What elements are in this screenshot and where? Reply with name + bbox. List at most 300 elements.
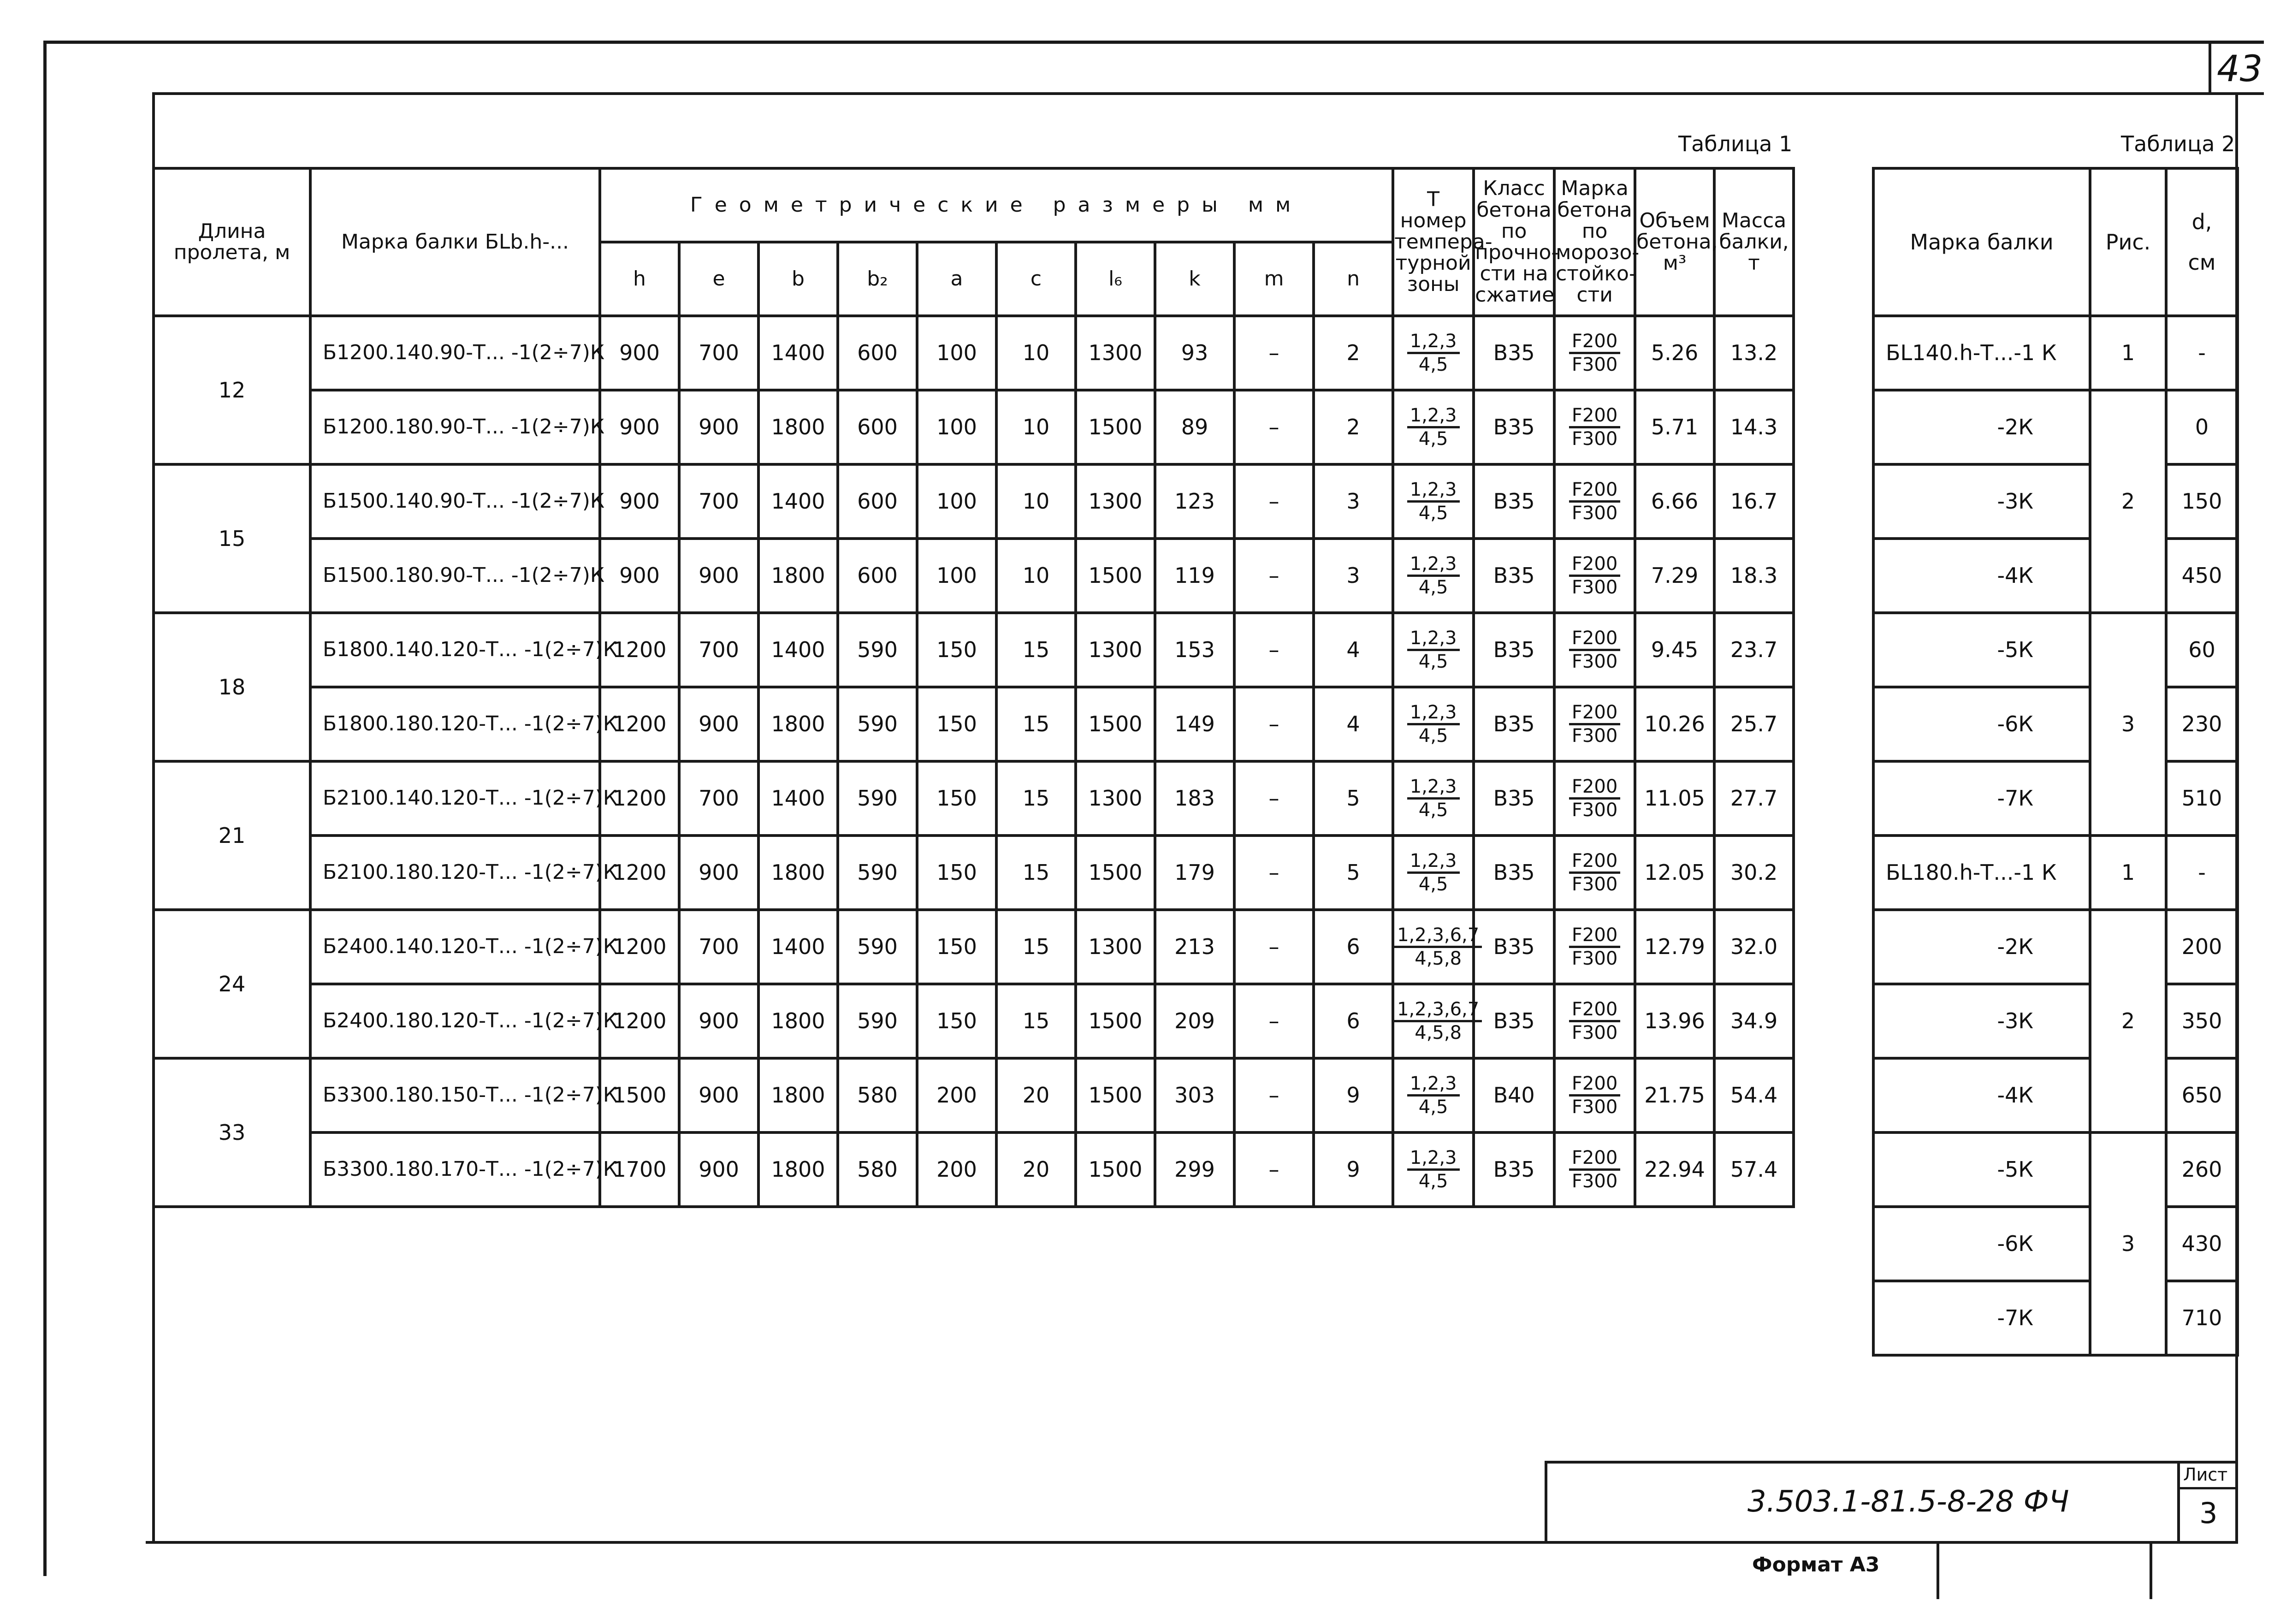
t2-header-d <box>2166 168 2238 316</box>
concrete-class-cell: В35 <box>1474 539 1554 613</box>
dim-l6-cell: 1300 <box>1076 613 1155 687</box>
t2-fig-cell: 3 <box>2090 613 2166 836</box>
header-col-l6: l₆ <box>1076 242 1155 316</box>
volume-cell: 5.26 <box>1635 316 1714 390</box>
table2-body <box>1873 316 2238 1355</box>
frost-grade-fraction-top: F200 <box>1569 702 1620 725</box>
dim-a-cell: 200 <box>917 1058 996 1132</box>
dim-e-cell: 900 <box>679 1132 758 1207</box>
mass-cell: 14.3 <box>1714 390 1794 464</box>
dim-k-cell: 179 <box>1155 836 1234 910</box>
frost-grade-fraction-bottom: F300 <box>1571 1096 1618 1118</box>
table-row <box>154 390 1794 464</box>
dim-n-cell: 4 <box>1314 613 1393 687</box>
t2-mark-cell: -2К <box>1873 390 2090 464</box>
temp-zone-fraction-bottom: 4,5 <box>1418 577 1448 598</box>
dim-b-cell: 1400 <box>758 761 838 836</box>
t2-d-cell: 510 <box>2166 761 2238 836</box>
dim-c-cell: 15 <box>996 687 1076 761</box>
dim-m-cell: – <box>1234 390 1314 464</box>
frost-grade-cell <box>1554 687 1635 761</box>
t2-mark-cell: -4К <box>1873 539 2090 613</box>
frost-grade-cell <box>1554 984 1635 1058</box>
t2-d-cell: 60 <box>2166 613 2238 687</box>
dim-c-cell: 15 <box>996 613 1076 687</box>
frost-grade-cell <box>1554 1132 1635 1207</box>
frost-grade-fraction-bottom: F300 <box>1571 651 1618 672</box>
volume-cell: 13.96 <box>1635 984 1714 1058</box>
dim-b-cell: 1800 <box>758 539 838 613</box>
temp-zone-fraction-bottom: 4,5 <box>1418 503 1448 524</box>
dim-m-cell: – <box>1234 910 1314 984</box>
header-col-k: k <box>1155 242 1234 316</box>
t2-header-d-unit: см <box>2188 250 2216 275</box>
dim-n-cell: 4 <box>1314 687 1393 761</box>
dim-a-cell: 100 <box>917 390 996 464</box>
dim-c-cell: 10 <box>996 539 1076 613</box>
dim-b2-cell: 590 <box>838 910 917 984</box>
header-col-a: a <box>917 242 996 316</box>
dim-l6-cell: 1300 <box>1076 464 1155 539</box>
dim-k-cell: 119 <box>1155 539 1234 613</box>
document-code: 3.503.1-81.5-8-28 ФЧ <box>1747 1485 2069 1519</box>
header-col-b: b <box>758 242 838 316</box>
table2-row <box>1873 613 2238 687</box>
beam-mark-cell: Б2400.140.120-Т... -1(2÷7)К <box>310 910 600 984</box>
table-row <box>154 539 1794 613</box>
dim-b2-cell: 600 <box>838 464 917 539</box>
frost-grade-fraction-bottom: F300 <box>1571 725 1618 747</box>
header-geometry: Геометрические размеры мм <box>600 168 1393 242</box>
mass-cell: 23.7 <box>1714 613 1794 687</box>
header-mass: Масса балки, т <box>1714 168 1794 316</box>
frame-left-line <box>43 41 47 1576</box>
temp-zone-cell <box>1393 316 1474 390</box>
dim-h-cell: 1200 <box>600 761 679 836</box>
frost-grade-fraction-bottom: F300 <box>1571 1171 1618 1192</box>
temp-zone-fraction-bottom: 4,5 <box>1418 354 1448 375</box>
footer-divider-2 <box>2150 1544 2152 1599</box>
dim-b-cell: 1800 <box>758 1132 838 1207</box>
dim-a-cell: 150 <box>917 836 996 910</box>
table2-row <box>1873 910 2238 984</box>
table2-row <box>1873 1281 2238 1355</box>
dim-k-cell: 93 <box>1155 316 1234 390</box>
dim-e-cell: 900 <box>679 687 758 761</box>
sheet-number: 3 <box>2199 1496 2218 1530</box>
titleblock-top-line <box>1545 1461 2238 1464</box>
dim-l6-cell: 1500 <box>1076 984 1155 1058</box>
beam-mark-cell: Б3300.180.150-Т... -1(2÷7)К <box>310 1058 600 1132</box>
concrete-class-cell: В35 <box>1474 1132 1554 1207</box>
frost-grade-cell <box>1554 613 1635 687</box>
beam-mark-cell: Б1200.140.90-Т... -1(2÷7)К <box>310 316 600 390</box>
titleblock-sheet-divider <box>2177 1461 2180 1544</box>
temp-zone-cell <box>1393 539 1474 613</box>
temp-zone-fraction-top: 1,2,3 <box>1407 331 1460 354</box>
dim-h-cell: 900 <box>600 390 679 464</box>
temp-zone-fraction-top: 1,2,3 <box>1407 628 1460 651</box>
frost-grade-fraction <box>1569 1073 1620 1118</box>
dim-k-cell: 209 <box>1155 984 1234 1058</box>
temp-zone-fraction <box>1407 405 1460 450</box>
dim-m-cell: – <box>1234 316 1314 390</box>
frost-grade-fraction <box>1569 999 1620 1043</box>
beam-mark-cell: Б1200.180.90-Т... -1(2÷7)К <box>310 390 600 464</box>
dim-h-cell: 1500 <box>600 1058 679 1132</box>
dim-k-cell: 123 <box>1155 464 1234 539</box>
dim-c-cell: 20 <box>996 1132 1076 1207</box>
temp-zone-fraction <box>1407 331 1460 375</box>
table2-header <box>1873 168 2238 316</box>
temp-zone-fraction-bottom: 4,5 <box>1418 725 1448 747</box>
frost-grade-fraction <box>1569 776 1620 821</box>
dim-c-cell: 15 <box>996 836 1076 910</box>
dim-n-cell: 9 <box>1314 1058 1393 1132</box>
volume-cell: 11.05 <box>1635 761 1714 836</box>
mass-cell: 32.0 <box>1714 910 1794 984</box>
dim-b-cell: 1400 <box>758 910 838 984</box>
dim-b2-cell: 590 <box>838 613 917 687</box>
dim-a-cell: 150 <box>917 687 996 761</box>
temp-zone-fraction-top: 1,2,3 <box>1407 776 1460 800</box>
table1 <box>152 167 1795 1208</box>
table-row <box>154 1058 1794 1132</box>
table-row <box>154 1132 1794 1207</box>
titleblock-sheet-hline <box>2177 1487 2238 1489</box>
frost-grade-fraction-bottom: F300 <box>1571 948 1618 969</box>
table-row <box>154 836 1794 910</box>
mass-cell: 30.2 <box>1714 836 1794 910</box>
dim-b2-cell: 590 <box>838 836 917 910</box>
table-row <box>154 687 1794 761</box>
table-row <box>154 316 1794 390</box>
t2-d-cell: 650 <box>2166 1058 2238 1132</box>
dim-k-cell: 213 <box>1155 910 1234 984</box>
t2-d-cell: 450 <box>2166 539 2238 613</box>
beam-mark-cell: Б2100.140.120-Т... -1(2÷7)К <box>310 761 600 836</box>
dim-m-cell: – <box>1234 984 1314 1058</box>
table2-row <box>1873 1207 2238 1281</box>
span-length-cell: 24 <box>154 910 310 1058</box>
mass-cell: 27.7 <box>1714 761 1794 836</box>
volume-cell: 6.66 <box>1635 464 1714 539</box>
concrete-class-cell: В35 <box>1474 910 1554 984</box>
temp-zone-fraction-top: 1,2,3 <box>1407 1147 1460 1171</box>
temp-zone-fraction-bottom: 4,5 <box>1418 800 1448 821</box>
mass-cell: 57.4 <box>1714 1132 1794 1207</box>
frost-grade-fraction <box>1569 925 1620 969</box>
temp-zone-cell <box>1393 1058 1474 1132</box>
t2-d-cell: 710 <box>2166 1281 2238 1355</box>
frost-grade-fraction-bottom: F300 <box>1571 1022 1618 1043</box>
dim-n-cell: 6 <box>1314 910 1393 984</box>
table2-row <box>1873 836 2238 910</box>
table2-row <box>1873 1058 2238 1132</box>
dim-e-cell: 700 <box>679 761 758 836</box>
table1-body <box>154 316 1794 1207</box>
temp-zone-cell <box>1393 761 1474 836</box>
t2-fig-cell: 2 <box>2090 390 2166 613</box>
temp-zone-cell <box>1393 910 1480 984</box>
dim-h-cell: 1700 <box>600 1132 679 1207</box>
t2-d-cell: 260 <box>2166 1132 2238 1207</box>
table1-header <box>154 168 1794 316</box>
frost-grade-fraction-top: F200 <box>1569 776 1620 800</box>
temp-zone-cell <box>1393 464 1474 539</box>
header-col-h: h <box>600 242 679 316</box>
dim-c-cell: 10 <box>996 316 1076 390</box>
frost-grade-fraction-top: F200 <box>1569 405 1620 428</box>
t2-header-fig: Рис. <box>2090 168 2166 316</box>
t2-d-cell: 230 <box>2166 687 2238 761</box>
table-row <box>154 984 1794 1058</box>
frost-grade-fraction-top: F200 <box>1569 331 1620 354</box>
table-row <box>154 761 1794 836</box>
frost-grade-cell <box>1554 836 1635 910</box>
dim-m-cell: – <box>1234 1058 1314 1132</box>
temp-zone-fraction <box>1407 1147 1460 1192</box>
temp-zone-fraction <box>1407 776 1460 821</box>
t2-mark-cell: -7К <box>1873 1281 2090 1355</box>
temp-zone-fraction-top: 1,2,3 <box>1407 405 1460 428</box>
t2-d-cell: 430 <box>2166 1207 2238 1281</box>
dim-b2-cell: 590 <box>838 761 917 836</box>
dim-a-cell: 150 <box>917 613 996 687</box>
dim-h-cell: 900 <box>600 464 679 539</box>
temp-zone-fraction <box>1407 1073 1460 1118</box>
dim-b2-cell: 580 <box>838 1058 917 1132</box>
dim-k-cell: 153 <box>1155 613 1234 687</box>
dim-e-cell: 900 <box>679 390 758 464</box>
t2-mark-cell: -6К <box>1873 687 2090 761</box>
concrete-class-cell: В35 <box>1474 464 1554 539</box>
header-span: Длина пролета, м <box>154 168 310 316</box>
span-length-cell: 18 <box>154 613 310 761</box>
header-col-b2: b₂ <box>838 242 917 316</box>
volume-cell: 12.79 <box>1635 910 1714 984</box>
dim-a-cell: 150 <box>917 984 996 1058</box>
frost-grade-fraction <box>1569 628 1620 672</box>
table2-row <box>1873 1132 2238 1207</box>
header-temp-zone: Т номер темпера-турной зоны <box>1393 168 1474 316</box>
header-concrete-class: Класс бетона по прочно-сти на сжатие <box>1474 168 1554 316</box>
dim-n-cell: 5 <box>1314 761 1393 836</box>
table2-row <box>1873 761 2238 836</box>
t2-d-cell: 200 <box>2166 910 2238 984</box>
concrete-class-cell: В35 <box>1474 984 1554 1058</box>
dim-l6-cell: 1500 <box>1076 687 1155 761</box>
dim-a-cell: 150 <box>917 910 996 984</box>
t2-d-cell: 150 <box>2166 464 2238 539</box>
corner-page-number: 43 <box>2217 48 2263 90</box>
table2-caption: Таблица 2 <box>2121 131 2235 156</box>
dim-n-cell: 3 <box>1314 539 1393 613</box>
temp-zone-fraction-top: 1,2,3,6,7 <box>1394 925 1482 948</box>
t2-mark-cell: -2К <box>1873 910 2090 984</box>
frost-grade-fraction-top: F200 <box>1569 925 1620 948</box>
dim-h-cell: 1200 <box>600 836 679 910</box>
concrete-class-cell: В35 <box>1474 390 1554 464</box>
frost-grade-fraction-top: F200 <box>1569 628 1620 651</box>
frost-grade-fraction <box>1569 331 1620 375</box>
temp-zone-fraction-top: 1,2,3,6,7 <box>1394 999 1482 1022</box>
dim-b-cell: 1400 <box>758 613 838 687</box>
t2-d-cell: 0 <box>2166 390 2238 464</box>
t2-mark-cell: БL140.h-Т...-1 К <box>1873 316 2090 390</box>
dim-l6-cell: 1300 <box>1076 910 1155 984</box>
span-length-cell: 12 <box>154 316 310 464</box>
table-row <box>154 910 1794 984</box>
concrete-class-cell: В35 <box>1474 687 1554 761</box>
dim-m-cell: – <box>1234 613 1314 687</box>
temp-zone-fraction <box>1407 553 1460 598</box>
table2-row <box>1873 539 2238 613</box>
dim-n-cell: 6 <box>1314 984 1393 1058</box>
temp-zone-fraction-top: 1,2,3 <box>1407 479 1460 503</box>
mass-cell: 13.2 <box>1714 316 1794 390</box>
dim-e-cell: 900 <box>679 984 758 1058</box>
dim-a-cell: 200 <box>917 1132 996 1207</box>
frost-grade-cell <box>1554 316 1635 390</box>
concrete-class-cell: В35 <box>1474 761 1554 836</box>
temp-zone-fraction-bottom: 4,5 <box>1418 651 1448 672</box>
t2-mark-cell: -7К <box>1873 761 2090 836</box>
temp-zone-fraction <box>1407 850 1460 895</box>
dim-e-cell: 700 <box>679 316 758 390</box>
volume-cell: 5.71 <box>1635 390 1714 464</box>
dim-b2-cell: 590 <box>838 687 917 761</box>
inner-frame-top-line <box>152 92 2264 95</box>
temp-zone-cell <box>1393 613 1474 687</box>
volume-cell: 10.26 <box>1635 687 1714 761</box>
dim-b2-cell: 600 <box>838 390 917 464</box>
dim-e-cell: 900 <box>679 539 758 613</box>
dim-b2-cell: 600 <box>838 316 917 390</box>
dim-n-cell: 2 <box>1314 390 1393 464</box>
temp-zone-fraction <box>1394 925 1482 969</box>
temp-zone-fraction-top: 1,2,3 <box>1407 850 1460 874</box>
header-volume: Объем бетона, м³ <box>1635 168 1714 316</box>
beam-mark-cell: Б2400.180.120-Т... -1(2÷7)К <box>310 984 600 1058</box>
span-length-cell: 15 <box>154 464 310 613</box>
dim-l6-cell: 1500 <box>1076 539 1155 613</box>
frost-grade-fraction-bottom: F300 <box>1571 354 1618 375</box>
dim-b-cell: 1800 <box>758 836 838 910</box>
t2-d-cell: - <box>2166 316 2238 390</box>
frost-grade-fraction-top: F200 <box>1569 999 1620 1022</box>
temp-zone-fraction <box>1394 999 1482 1043</box>
beam-mark-cell: Б1800.180.120-Т... -1(2÷7)К <box>310 687 600 761</box>
mass-cell: 18.3 <box>1714 539 1794 613</box>
dim-l6-cell: 1500 <box>1076 836 1155 910</box>
t2-mark-cell: -4К <box>1873 1058 2090 1132</box>
frost-grade-fraction <box>1569 850 1620 895</box>
dim-m-cell: – <box>1234 464 1314 539</box>
dim-b-cell: 1800 <box>758 390 838 464</box>
frost-grade-fraction-top: F200 <box>1569 479 1620 503</box>
dim-n-cell: 3 <box>1314 464 1393 539</box>
frame-top-line <box>46 41 2264 44</box>
format-label: Формат А3 <box>1752 1553 1880 1577</box>
table2-row <box>1873 464 2238 539</box>
dim-h-cell: 1200 <box>600 984 679 1058</box>
beam-mark-cell: Б1800.140.120-Т... -1(2÷7)К <box>310 613 600 687</box>
frost-grade-fraction-bottom: F300 <box>1571 874 1618 895</box>
volume-cell: 7.29 <box>1635 539 1714 613</box>
volume-cell: 12.05 <box>1635 836 1714 910</box>
dim-b-cell: 1800 <box>758 687 838 761</box>
volume-cell: 21.75 <box>1635 1058 1714 1132</box>
table-row <box>154 464 1794 539</box>
dim-a-cell: 100 <box>917 539 996 613</box>
temp-zone-fraction-top: 1,2,3 <box>1407 702 1460 725</box>
table2 <box>1872 167 2239 1357</box>
sheet-label: Лист <box>2183 1464 2228 1485</box>
t2-mark-cell: -5К <box>1873 1132 2090 1207</box>
beam-mark-cell: Б3300.180.170-Т... -1(2÷7)К <box>310 1132 600 1207</box>
dim-e-cell: 700 <box>679 613 758 687</box>
concrete-class-cell: В35 <box>1474 316 1554 390</box>
dim-h-cell: 900 <box>600 316 679 390</box>
header-frost-grade: Марка бетона по морозо-стойко-сти <box>1554 168 1635 316</box>
t2-fig-cell: 1 <box>2090 836 2166 910</box>
frost-grade-fraction <box>1569 553 1620 598</box>
dim-n-cell: 2 <box>1314 316 1393 390</box>
t2-mark-cell: -3К <box>1873 984 2090 1058</box>
temp-zone-cell <box>1393 984 1480 1058</box>
t2-mark-cell: -6К <box>1873 1207 2090 1281</box>
volume-cell: 9.45 <box>1635 613 1714 687</box>
dim-e-cell: 900 <box>679 836 758 910</box>
header-mark: Марка балки БLb.h-... <box>310 168 600 316</box>
dim-b-cell: 1400 <box>758 316 838 390</box>
dim-l6-cell: 1500 <box>1076 1132 1155 1207</box>
t2-fig-cell: 1 <box>2090 316 2166 390</box>
dim-m-cell: – <box>1234 539 1314 613</box>
dim-a-cell: 100 <box>917 464 996 539</box>
temp-zone-cell <box>1393 390 1474 464</box>
t2-d-cell: 350 <box>2166 984 2238 1058</box>
dim-l6-cell: 1300 <box>1076 316 1155 390</box>
table-row <box>154 613 1794 687</box>
dim-b2-cell: 580 <box>838 1132 917 1207</box>
dim-c-cell: 15 <box>996 910 1076 984</box>
frost-grade-fraction <box>1569 479 1620 524</box>
dim-m-cell: – <box>1234 1132 1314 1207</box>
temp-zone-cell <box>1393 687 1474 761</box>
t2-d-cell: - <box>2166 836 2238 910</box>
frost-grade-cell <box>1554 464 1635 539</box>
temp-zone-cell <box>1393 836 1474 910</box>
header-col-n: n <box>1314 242 1393 316</box>
temp-zone-fraction <box>1407 702 1460 747</box>
corner-box-left <box>2209 44 2211 95</box>
dim-k-cell: 303 <box>1155 1058 1234 1132</box>
beam-mark-cell: Б1500.140.90-Т... -1(2÷7)К <box>310 464 600 539</box>
inner-frame-bottom-line <box>146 1541 2238 1544</box>
temp-zone-fraction-bottom: 4,5,8 <box>1415 948 1462 969</box>
dim-n-cell: 9 <box>1314 1132 1393 1207</box>
dim-c-cell: 15 <box>996 761 1076 836</box>
frost-grade-fraction-bottom: F300 <box>1571 503 1618 524</box>
dim-k-cell: 183 <box>1155 761 1234 836</box>
t2-header-mark: Марка балки <box>1873 168 2090 316</box>
dim-c-cell: 10 <box>996 464 1076 539</box>
dim-e-cell: 700 <box>679 910 758 984</box>
dim-b-cell: 1800 <box>758 984 838 1058</box>
mass-cell: 25.7 <box>1714 687 1794 761</box>
